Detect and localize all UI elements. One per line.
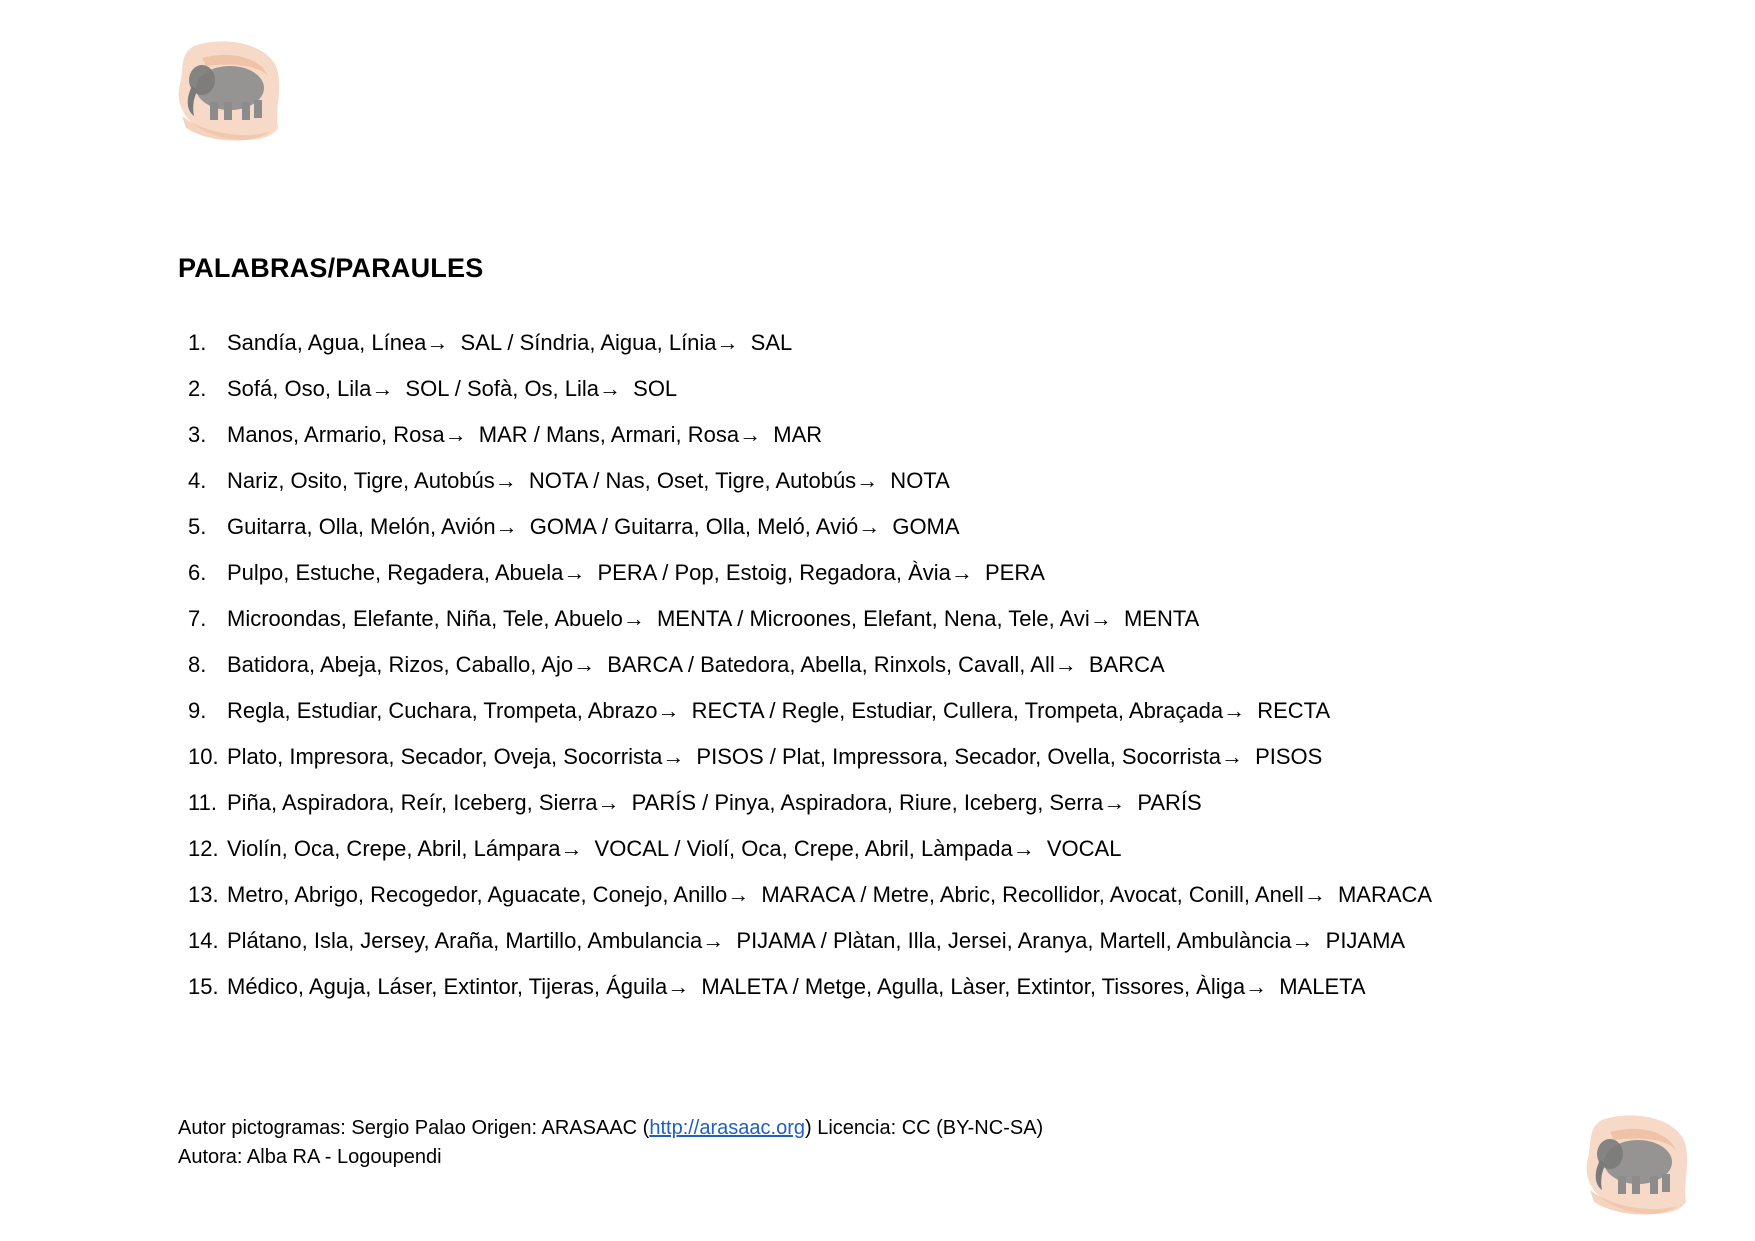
arrow-right-icon: → [560, 836, 583, 861]
arrow-right-icon: → [622, 606, 645, 631]
list-item [188, 464, 1432, 510]
list-item [188, 832, 1432, 878]
item-text: Sandía, Agua, Línea→ SAL / Síndria, Aigua, Línia→ SAL [227, 326, 792, 372]
arrow-right-icon: → [444, 422, 467, 447]
item-number: 10. [188, 744, 219, 769]
arrow-right-icon: → [657, 698, 680, 723]
list-item [188, 372, 1432, 418]
arrow-right-icon: → [667, 974, 690, 999]
item-number: 4. [188, 468, 207, 493]
arrow-right-icon: → [702, 928, 725, 953]
logo-bottom [1580, 1110, 1690, 1220]
item-text: Manos, Armario, Rosa→ MAR / Mans, Armari, Rosa→ MAR [227, 418, 822, 464]
arrow-right-icon: → [727, 882, 750, 907]
item-number: 12. [188, 836, 219, 861]
list-item [188, 556, 1432, 602]
list-item [188, 924, 1432, 970]
word-list [188, 326, 1432, 1016]
item-number: 5. [188, 514, 207, 539]
arrow-right-icon: → [495, 514, 518, 539]
arrow-right-icon: → [1245, 974, 1268, 999]
item-number: 8. [188, 652, 207, 677]
arrow-right-icon: → [1012, 836, 1035, 861]
arrow-right-icon: → [716, 330, 739, 355]
arrow-right-icon: → [662, 744, 685, 769]
elephant-logo-icon [1580, 1110, 1690, 1220]
item-text: Pulpo, Estuche, Regadera, Abuela→ PERA / Pop, Estoig, Regadora, Àvia→ PERA [227, 556, 1045, 602]
arrow-right-icon: → [856, 468, 879, 493]
arrow-right-icon: → [426, 330, 449, 355]
item-text: Plato, Impresora, Secador, Oveja, Socorrista→ PISOS / Plat, Impressora, Secador, Ovella, Socorrista→ PISOS [227, 740, 1322, 786]
arrow-right-icon: → [858, 514, 881, 539]
list-item [188, 510, 1432, 556]
arrow-right-icon: → [1054, 652, 1077, 677]
item-number: 11. [188, 790, 217, 815]
item-text: Batidora, Abeja, Rizos, Caballo, Ajo→ BARCA / Batedora, Abella, Rinxols, Cavall, All→ BARCA [227, 648, 1165, 694]
page-title: PALABRAS/PARAULES [178, 253, 484, 283]
footer-credits [178, 1114, 1043, 1172]
item-number: 15. [188, 974, 219, 999]
item-number: 7. [188, 606, 207, 631]
item-text: Plátano, Isla, Jersey, Araña, Martillo, Ambulancia→ PIJAMA / Plàtan, Illa, Jersei, Aranya, Martell, Ambulància→ PIJAMA [227, 924, 1405, 970]
arrow-right-icon: → [739, 422, 762, 447]
item-text: Guitarra, Olla, Melón, Avión→ GOMA / Guitarra, Olla, Meló, Avió→ GOMA [227, 510, 960, 556]
arrow-right-icon: → [1220, 744, 1243, 769]
list-item [188, 970, 1432, 1016]
arrow-right-icon: → [597, 790, 620, 815]
list-item [188, 326, 1432, 372]
item-text: Médico, Aguja, Láser, Extintor, Tijeras, Águila→ MALETA / Metge, Agulla, Làser, Extintor, Tissores, Àliga→ MALETA [227, 970, 1366, 1016]
item-text: Metro, Abrigo, Recogedor, Aguacate, Conejo, Anillo→ MARACA / Metre, Abric, Recollidor, Avocat, Conill, Anell→ MARACA [227, 878, 1432, 924]
list-item [188, 878, 1432, 924]
item-text: Nariz, Osito, Tigre, Autobús→ NOTA / Nas, Oset, Tigre, Autobús→ NOTA [227, 464, 950, 510]
arrow-right-icon: → [1223, 698, 1246, 723]
item-number: 3. [188, 422, 207, 447]
list-item [188, 694, 1432, 740]
arrow-right-icon: → [371, 376, 394, 401]
logo-top [172, 36, 282, 146]
item-number: 14. [188, 928, 219, 953]
list-item [188, 740, 1432, 786]
arrow-right-icon: → [599, 376, 622, 401]
arrow-right-icon: → [950, 560, 973, 585]
item-text: Sofá, Oso, Lila→ SOL / Sofà, Os, Lila→ SOL [227, 372, 677, 418]
item-text: Violín, Oca, Crepe, Abril, Lámpara→ VOCAL / Violí, Oca, Crepe, Abril, Làmpada→ VOCAL [227, 832, 1121, 878]
item-text: Piña, Aspiradora, Reír, Iceberg, Sierra→ PARÍS / Pinya, Aspiradora, Riure, Iceberg, Serra→ PARÍS [227, 786, 1202, 832]
footer-line-author: Autora: Alba RA - Logoupendi [178, 1146, 442, 1168]
item-number: 1. [188, 330, 207, 355]
list-item [188, 786, 1432, 832]
arrow-right-icon: → [494, 468, 517, 493]
arrow-right-icon: → [1103, 790, 1126, 815]
footer-line-pictograms: Autor pictogramas: Sergio Palao Origen: ARASAAC (http://arasaac.org) Licencia: CC (BY-NC-SA) [178, 1117, 1044, 1139]
item-text: Microondas, Elefante, Niña, Tele, Abuelo→ MENTA / Microones, Elefant, Nena, Tele, Avi→ MENTA [227, 602, 1199, 648]
list-item [188, 418, 1432, 464]
arasaac-link[interactable]: http://arasaac.org [649, 1117, 805, 1139]
list-item [188, 648, 1432, 694]
arrow-right-icon: → [573, 652, 596, 677]
item-number: 13. [188, 882, 219, 907]
item-number: 9. [188, 698, 207, 723]
list-item [188, 602, 1432, 648]
item-number: 2. [188, 376, 207, 401]
arrow-right-icon: → [1291, 928, 1314, 953]
item-number: 6. [188, 560, 207, 585]
arrow-right-icon: → [1089, 606, 1112, 631]
arrow-right-icon: → [1303, 882, 1326, 907]
item-text: Regla, Estudiar, Cuchara, Trompeta, Abrazo→ RECTA / Regle, Estudiar, Cullera, Trompeta, Abraçada→ RECTA [227, 694, 1330, 740]
elephant-logo-icon [172, 36, 282, 146]
arrow-right-icon: → [563, 560, 586, 585]
